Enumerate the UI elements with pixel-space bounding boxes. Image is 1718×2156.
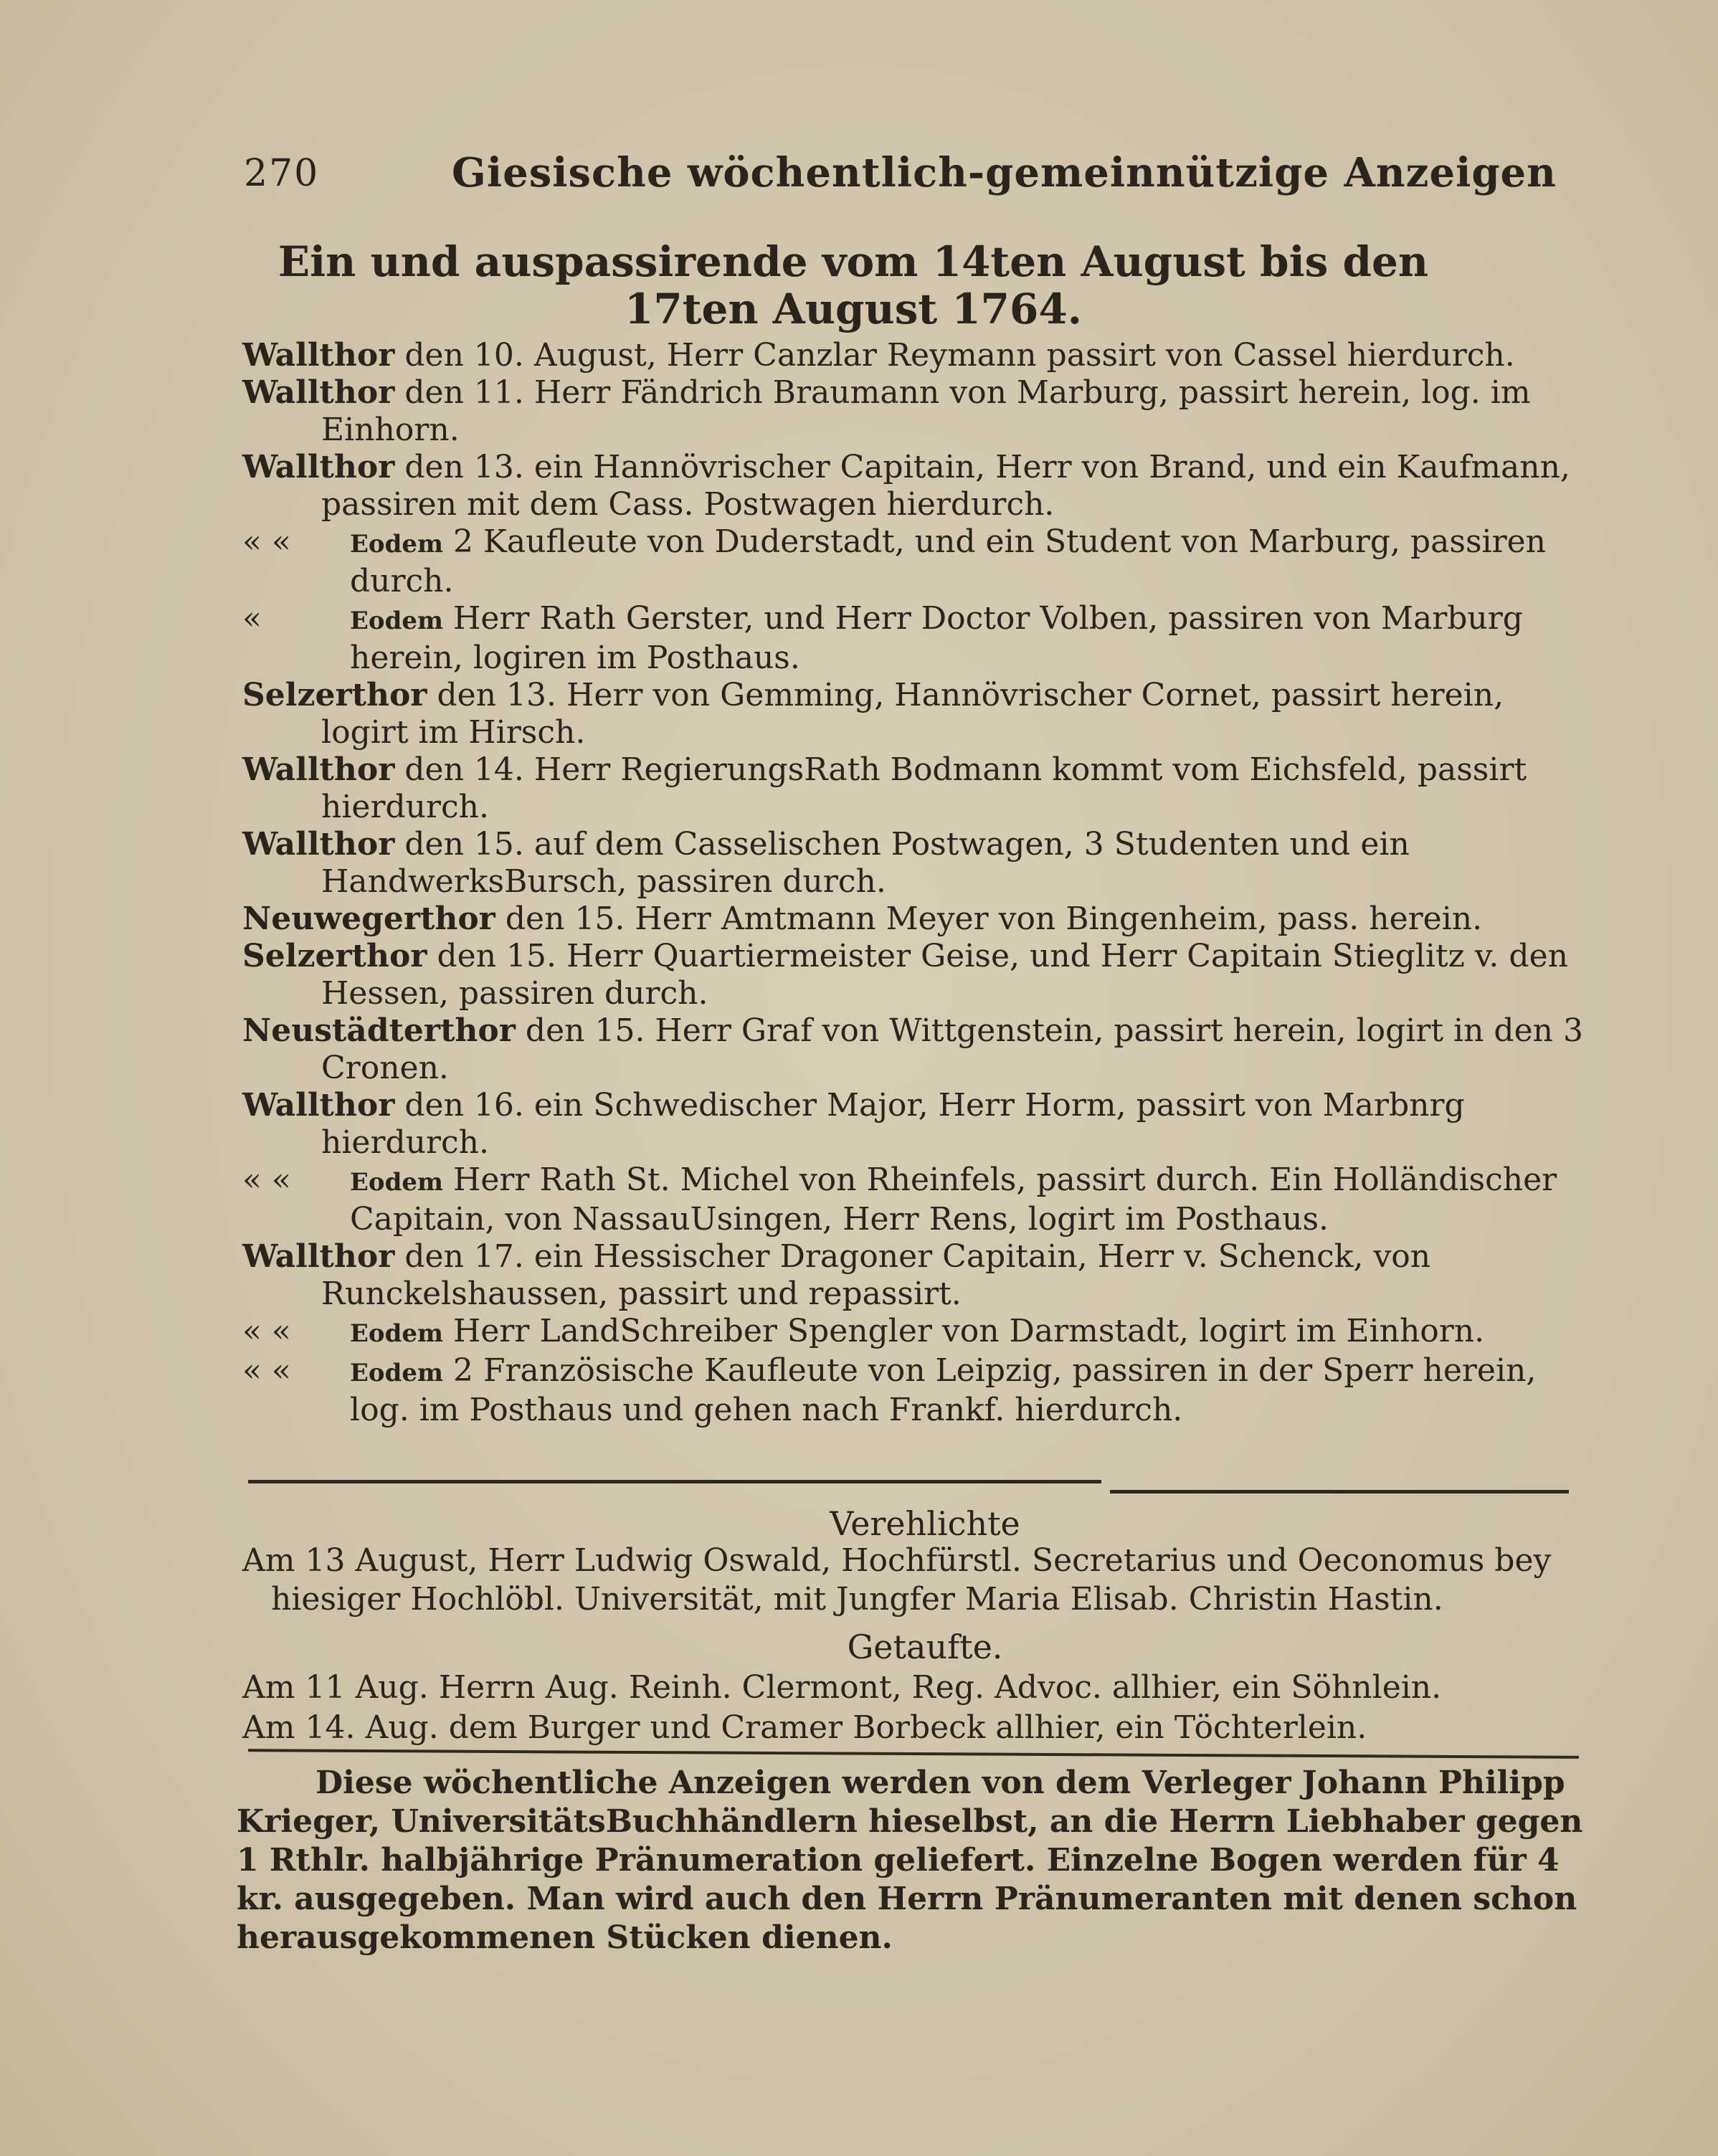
list-item: Selzerthor den 13. Herr von Gemming, Hannövrischer Cornet, passirt herein, logirt im Hirsch. xyxy=(242,677,1504,751)
list-item: Am 13 August, Herr Ludwig Oswald, Hochfürstl. Secretarius und Oeconomus bey hiesiger Hochlöbl. Universität, mit Jungfer Maria Elisab. Christin Hastin. xyxy=(242,1542,1552,1618)
list-item: Wallthor den 11. Herr Fändrich Braumann von Marburg, passirt herein, log. im Einhorn. xyxy=(242,374,1531,448)
list-item: « Eodem Herr Rath Gerster, und Herr Doctor Volben, passiren von Marburg herein, logiren im Posthaus. xyxy=(242,600,1523,676)
list-item: Wallthor den 16. ein Schwedischer Major, Herr Horm, passirt von Marbnrg hierdurch. xyxy=(242,1087,1465,1161)
list-item: Selzerthor den 15. Herr Quartiermeister Geise, und Herr Capitain Stieglitz v. den Hessen, passiren durch. xyxy=(242,938,1568,1012)
page-header xyxy=(244,149,1557,209)
publisher-notice: Diese wöchentliche Anzeigen werden von dem Verleger Johann Philipp Krieger, UniversitätsBuchhändlern hieselbst, an die Herrn Liebhaber gegen 1 Rthlr. halbjährige Pränumeration geliefert. Einzelne Bogen werden für 4 kr. ausgegeben. Man wird auch den Herrn Pränumeranten mit denen schon herausgekommenen Stücken dienen. xyxy=(237,1765,1583,1956)
divider xyxy=(1110,1490,1569,1493)
travel-entries xyxy=(242,337,1590,1429)
list-item: Wallthor den 15. auf dem Casselischen Postwagen, 3 Studenten und ein HandwerksBursch, passiren durch. xyxy=(242,826,1410,900)
list-item: Wallthor den 10. August, Herr Canzlar Reymann passirt von Cassel hierdurch. xyxy=(242,337,1515,374)
list-item: Neustädterthor den 15. Herr Graf von Wittgenstein, passirt herein, logirt in den 3 Cronen. xyxy=(242,1012,1583,1086)
page-number: 270 xyxy=(244,152,320,195)
list-item: Am 11 Aug. Herrn Aug. Reinh. Clermont, Reg. Advoc. allhier, ein Söhnlein. xyxy=(242,1669,1442,1706)
married-list xyxy=(242,1542,1590,1619)
list-item: « « Eodem Herr LandSchreiber Spengler von Darmstadt, logirt im Einhorn. xyxy=(242,1313,1485,1349)
list-item: « « Eodem Herr Rath St. Michel von Rheinfels, passirt durch. Ein Holländischer Capitain, von NassauUsingen, Herr Rens, logirt im Posthaus. xyxy=(242,1162,1557,1238)
divider xyxy=(248,1749,1579,1759)
baptized-list xyxy=(242,1668,1590,1748)
list-item: Wallthor den 13. ein Hannövrischer Capitain, Herr von Brand, und ein Kaufmann, passiren mit dem Cass. Postwagen hierdurch. xyxy=(242,449,1570,523)
list-item: Neuwegerthor den 15. Herr Amtmann Meyer von Bingenheim, pass. herein. xyxy=(242,901,1483,937)
divider xyxy=(248,1480,1101,1483)
section-title: Ein und auspassirende vom 14ten August bis den 17ten August 1764. xyxy=(277,237,1429,333)
baptized-heading: Getaufte. xyxy=(847,1628,1003,1666)
married-heading: Verehlichte xyxy=(830,1504,1020,1543)
list-item: « « Eodem 2 Französische Kaufleute von Leipzig, passiren in der Sperr herein, log. im Posthaus und gehen nach Frankf. hierdurch. xyxy=(242,1352,1537,1428)
list-item: Am 14. Aug. dem Burger und Cramer Borbeck allhier, ein Töchterlein. xyxy=(242,1709,1367,1746)
running-title: Giesische wöchentlich-gemeinnützige Anzeigen xyxy=(452,149,1557,196)
list-item: « « Eodem 2 Kaufleute von Duderstadt, und ein Student von Marburg, passiren durch. xyxy=(242,523,1547,599)
list-item: Wallthor den 14. Herr RegierungsRath Bodmann kommt vom Eichsfeld, passirt hierdurch. xyxy=(242,751,1527,825)
list-item: Wallthor den 17. ein Hessischer Dragoner Capitain, Herr v. Schenck, von Runckelshaussen, passirt und repassirt. xyxy=(242,1238,1431,1312)
